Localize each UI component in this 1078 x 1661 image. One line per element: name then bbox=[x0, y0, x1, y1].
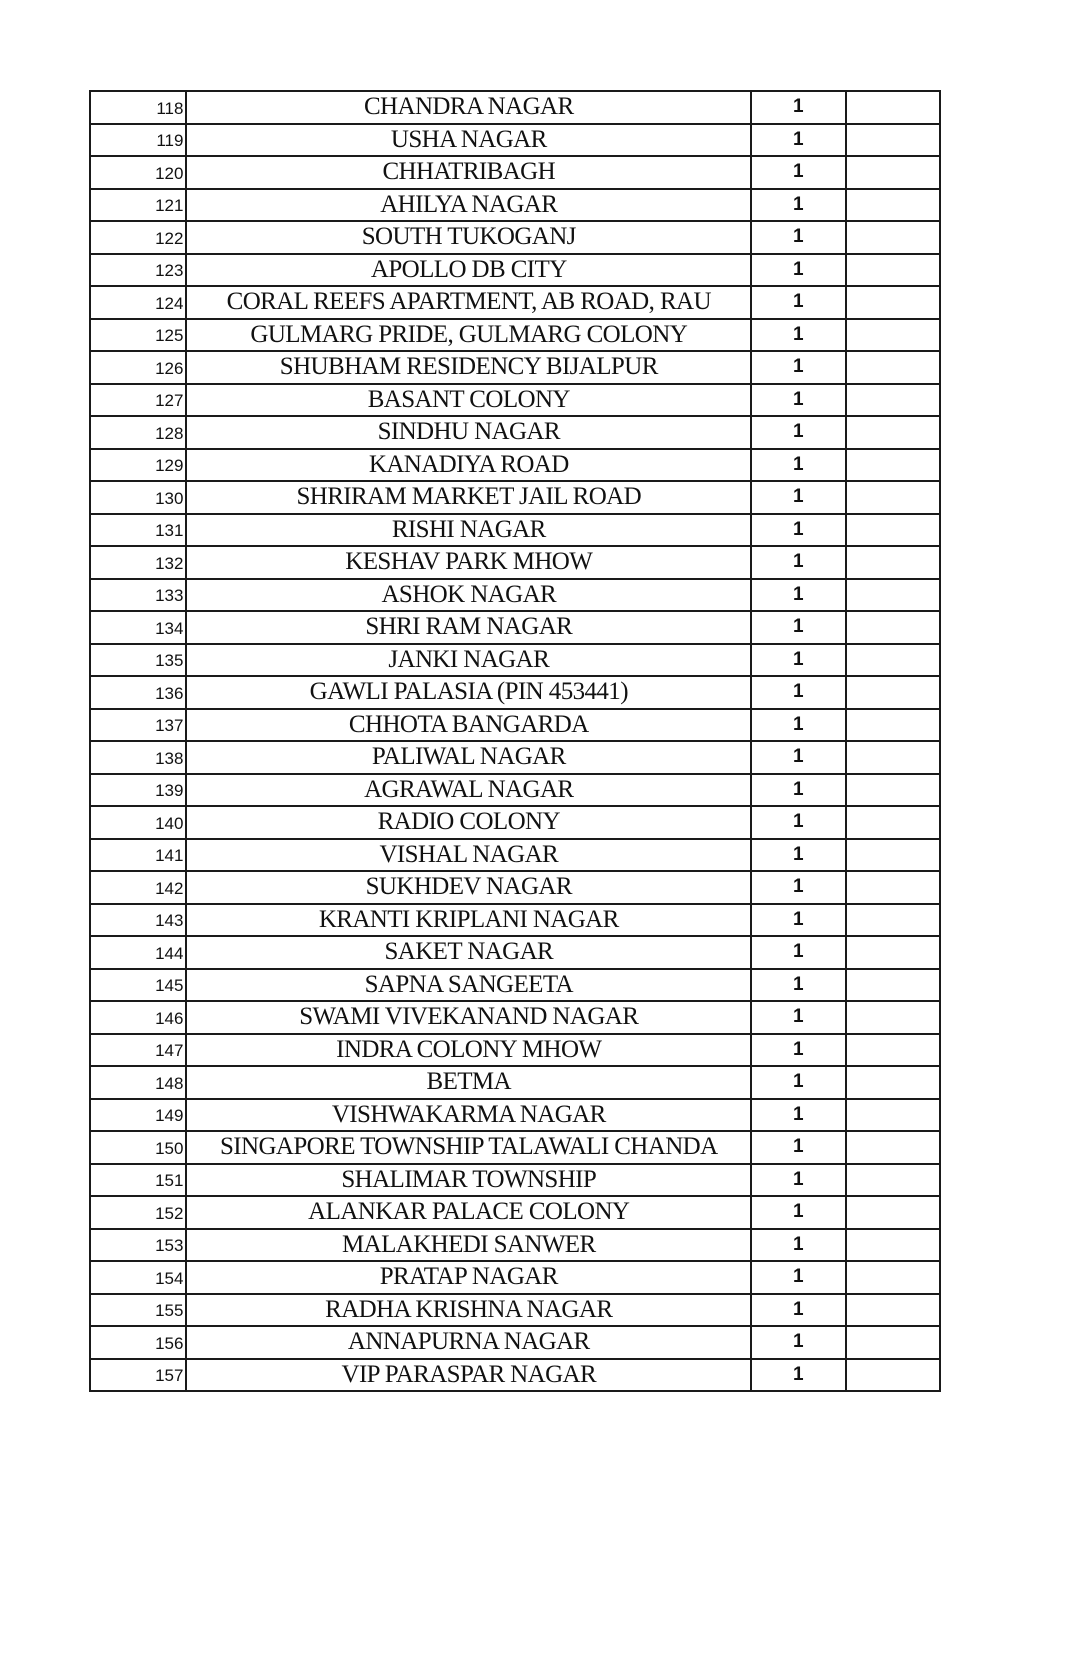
table-row bbox=[90, 579, 940, 612]
table-row bbox=[90, 546, 940, 579]
table-row bbox=[90, 254, 940, 287]
serial-number-cell: 141 bbox=[90, 839, 186, 872]
location-name-cell: ALANKAR PALACE COLONY bbox=[186, 1196, 751, 1229]
count-cell: 1 bbox=[751, 839, 845, 872]
serial-number-cell: 127 bbox=[90, 384, 186, 417]
count-cell: 1 bbox=[751, 254, 845, 287]
serial-number-cell: 128 bbox=[90, 416, 186, 449]
serial-number-cell: 124 bbox=[90, 286, 186, 319]
table-row bbox=[90, 741, 940, 774]
empty-cell bbox=[846, 644, 940, 677]
count-cell: 1 bbox=[751, 741, 845, 774]
table-row bbox=[90, 1196, 940, 1229]
count-cell: 1 bbox=[751, 1294, 845, 1327]
serial-number-cell: 142 bbox=[90, 871, 186, 904]
empty-cell bbox=[846, 806, 940, 839]
location-name-cell: APOLLO DB CITY bbox=[186, 254, 751, 287]
location-name-cell: GULMARG PRIDE, GULMARG COLONY bbox=[186, 319, 751, 352]
location-name-cell: VISHWAKARMA NAGAR bbox=[186, 1099, 751, 1132]
empty-cell bbox=[846, 124, 940, 157]
count-cell: 1 bbox=[751, 221, 845, 254]
serial-number-cell: 148 bbox=[90, 1066, 186, 1099]
table-row bbox=[90, 124, 940, 157]
serial-number-cell: 146 bbox=[90, 1001, 186, 1034]
location-name-cell: KESHAV PARK MHOW bbox=[186, 546, 751, 579]
table-row bbox=[90, 644, 940, 677]
empty-cell bbox=[846, 1034, 940, 1067]
table-row bbox=[90, 384, 940, 417]
count-cell: 1 bbox=[751, 1326, 845, 1359]
empty-cell bbox=[846, 384, 940, 417]
count-cell: 1 bbox=[751, 969, 845, 1002]
table-row bbox=[90, 416, 940, 449]
location-name-cell: SINGAPORE TOWNSHIP TALAWALI CHANDA bbox=[186, 1131, 751, 1164]
count-cell: 1 bbox=[751, 904, 845, 937]
serial-number-cell: 135 bbox=[90, 644, 186, 677]
table-row bbox=[90, 936, 940, 969]
table-row bbox=[90, 351, 940, 384]
empty-cell bbox=[846, 611, 940, 644]
serial-number-cell: 155 bbox=[90, 1294, 186, 1327]
empty-cell bbox=[846, 1196, 940, 1229]
empty-cell bbox=[846, 449, 940, 482]
location-name-cell: BASANT COLONY bbox=[186, 384, 751, 417]
count-cell: 1 bbox=[751, 774, 845, 807]
serial-number-cell: 144 bbox=[90, 936, 186, 969]
serial-number-cell: 130 bbox=[90, 481, 186, 514]
location-name-cell: SHALIMAR TOWNSHIP bbox=[186, 1164, 751, 1197]
serial-number-cell: 138 bbox=[90, 741, 186, 774]
table-row bbox=[90, 676, 940, 709]
empty-cell bbox=[846, 774, 940, 807]
location-name-cell: SUKHDEV NAGAR bbox=[186, 871, 751, 904]
table-row bbox=[90, 1001, 940, 1034]
empty-cell bbox=[846, 1359, 940, 1392]
table-row bbox=[90, 1261, 940, 1294]
count-cell: 1 bbox=[751, 416, 845, 449]
empty-cell bbox=[846, 936, 940, 969]
table-row bbox=[90, 1066, 940, 1099]
table-row bbox=[90, 1294, 940, 1327]
count-cell: 1 bbox=[751, 1066, 845, 1099]
count-cell: 1 bbox=[751, 709, 845, 742]
serial-number-cell: 154 bbox=[90, 1261, 186, 1294]
serial-number-cell: 125 bbox=[90, 319, 186, 352]
count-cell: 1 bbox=[751, 156, 845, 189]
location-name-cell: VIP PARASPAR NAGAR bbox=[186, 1359, 751, 1392]
empty-cell bbox=[846, 254, 940, 287]
table-row bbox=[90, 319, 940, 352]
empty-cell bbox=[846, 286, 940, 319]
location-name-cell: SWAMI VIVEKANAND NAGAR bbox=[186, 1001, 751, 1034]
empty-cell bbox=[846, 1099, 940, 1132]
serial-number-cell: 156 bbox=[90, 1326, 186, 1359]
count-cell: 1 bbox=[751, 936, 845, 969]
serial-number-cell: 122 bbox=[90, 221, 186, 254]
count-cell: 1 bbox=[751, 1229, 845, 1262]
table-row bbox=[90, 1164, 940, 1197]
count-cell: 1 bbox=[751, 351, 845, 384]
location-name-cell: SHRIRAM MARKET JAIL ROAD bbox=[186, 481, 751, 514]
serial-number-cell: 157 bbox=[90, 1359, 186, 1392]
empty-cell bbox=[846, 319, 940, 352]
count-cell: 1 bbox=[751, 189, 845, 222]
count-cell: 1 bbox=[751, 319, 845, 352]
empty-cell bbox=[846, 351, 940, 384]
location-name-cell: INDRA COLONY MHOW bbox=[186, 1034, 751, 1067]
count-cell: 1 bbox=[751, 1164, 845, 1197]
empty-cell bbox=[846, 709, 940, 742]
table-row bbox=[90, 481, 940, 514]
serial-number-cell: 139 bbox=[90, 774, 186, 807]
serial-number-cell: 119 bbox=[90, 124, 186, 157]
serial-number-cell: 132 bbox=[90, 546, 186, 579]
empty-cell bbox=[846, 1001, 940, 1034]
table-row bbox=[90, 709, 940, 742]
serial-number-cell: 136 bbox=[90, 676, 186, 709]
table-row bbox=[90, 286, 940, 319]
location-name-cell: VISHAL NAGAR bbox=[186, 839, 751, 872]
location-name-cell: SINDHU NAGAR bbox=[186, 416, 751, 449]
empty-cell bbox=[846, 1326, 940, 1359]
empty-cell bbox=[846, 676, 940, 709]
serial-number-cell: 152 bbox=[90, 1196, 186, 1229]
location-name-cell: RADHA KRISHNA NAGAR bbox=[186, 1294, 751, 1327]
serial-number-cell: 137 bbox=[90, 709, 186, 742]
location-name-cell: GAWLI PALASIA (PIN 453441) bbox=[186, 676, 751, 709]
location-name-cell: AHILYA NAGAR bbox=[186, 189, 751, 222]
count-cell: 1 bbox=[751, 1196, 845, 1229]
serial-number-cell: 123 bbox=[90, 254, 186, 287]
empty-cell bbox=[846, 1164, 940, 1197]
empty-cell bbox=[846, 839, 940, 872]
table-row bbox=[90, 611, 940, 644]
count-cell: 1 bbox=[751, 611, 845, 644]
location-name-cell: RISHI NAGAR bbox=[186, 514, 751, 547]
location-name-cell: KRANTI KRIPLANI NAGAR bbox=[186, 904, 751, 937]
empty-cell bbox=[846, 969, 940, 1002]
serial-number-cell: 121 bbox=[90, 189, 186, 222]
location-name-cell: CORAL REEFS APARTMENT, AB ROAD, RAU bbox=[186, 286, 751, 319]
location-name-cell: SOUTH TUKOGANJ bbox=[186, 221, 751, 254]
table-row bbox=[90, 449, 940, 482]
count-cell: 1 bbox=[751, 286, 845, 319]
location-name-cell: RADIO COLONY bbox=[186, 806, 751, 839]
location-name-cell: ASHOK NAGAR bbox=[186, 579, 751, 612]
count-cell: 1 bbox=[751, 481, 845, 514]
table-row bbox=[90, 871, 940, 904]
count-cell: 1 bbox=[751, 384, 845, 417]
location-name-cell: JANKI NAGAR bbox=[186, 644, 751, 677]
location-name-cell: SAPNA SANGEETA bbox=[186, 969, 751, 1002]
table-row bbox=[90, 774, 940, 807]
count-cell: 1 bbox=[751, 449, 845, 482]
empty-cell bbox=[846, 416, 940, 449]
empty-cell bbox=[846, 741, 940, 774]
serial-number-cell: 145 bbox=[90, 969, 186, 1002]
empty-cell bbox=[846, 1131, 940, 1164]
empty-cell bbox=[846, 1229, 940, 1262]
table-row bbox=[90, 1099, 940, 1132]
serial-number-cell: 140 bbox=[90, 806, 186, 839]
count-cell: 1 bbox=[751, 1001, 845, 1034]
count-cell: 1 bbox=[751, 806, 845, 839]
table-row bbox=[90, 156, 940, 189]
serial-number-cell: 149 bbox=[90, 1099, 186, 1132]
table-row bbox=[90, 904, 940, 937]
location-name-cell: CHANDRA NAGAR bbox=[186, 91, 751, 124]
location-name-cell: SAKET NAGAR bbox=[186, 936, 751, 969]
table-row bbox=[90, 189, 940, 222]
serial-number-cell: 129 bbox=[90, 449, 186, 482]
empty-cell bbox=[846, 546, 940, 579]
count-cell: 1 bbox=[751, 1099, 845, 1132]
count-cell: 1 bbox=[751, 1034, 845, 1067]
serial-number-cell: 151 bbox=[90, 1164, 186, 1197]
serial-number-cell: 120 bbox=[90, 156, 186, 189]
serial-number-cell: 131 bbox=[90, 514, 186, 547]
table-row bbox=[90, 91, 940, 124]
serial-number-cell: 134 bbox=[90, 611, 186, 644]
location-name-cell: BETMA bbox=[186, 1066, 751, 1099]
table-row bbox=[90, 1326, 940, 1359]
location-name-cell: PALIWAL NAGAR bbox=[186, 741, 751, 774]
count-cell: 1 bbox=[751, 546, 845, 579]
empty-cell bbox=[846, 481, 940, 514]
empty-cell bbox=[846, 579, 940, 612]
location-name-cell: SHUBHAM RESIDENCY BIJALPUR bbox=[186, 351, 751, 384]
table-row bbox=[90, 839, 940, 872]
count-cell: 1 bbox=[751, 871, 845, 904]
location-name-cell: CHHOTA BANGARDA bbox=[186, 709, 751, 742]
table-row bbox=[90, 514, 940, 547]
serial-number-cell: 150 bbox=[90, 1131, 186, 1164]
location-name-cell: AGRAWAL NAGAR bbox=[186, 774, 751, 807]
empty-cell bbox=[846, 156, 940, 189]
empty-cell bbox=[846, 871, 940, 904]
table-body bbox=[90, 91, 940, 1391]
table-row bbox=[90, 806, 940, 839]
count-cell: 1 bbox=[751, 1131, 845, 1164]
location-name-cell: USHA NAGAR bbox=[186, 124, 751, 157]
empty-cell bbox=[846, 1261, 940, 1294]
empty-cell bbox=[846, 91, 940, 124]
location-name-cell: CHHATRIBAGH bbox=[186, 156, 751, 189]
count-cell: 1 bbox=[751, 1359, 845, 1392]
serial-number-cell: 133 bbox=[90, 579, 186, 612]
table-row bbox=[90, 221, 940, 254]
count-cell: 1 bbox=[751, 676, 845, 709]
location-name-cell: SHRI RAM NAGAR bbox=[186, 611, 751, 644]
count-cell: 1 bbox=[751, 644, 845, 677]
empty-cell bbox=[846, 1066, 940, 1099]
table-row bbox=[90, 1034, 940, 1067]
count-cell: 1 bbox=[751, 514, 845, 547]
count-cell: 1 bbox=[751, 124, 845, 157]
empty-cell bbox=[846, 904, 940, 937]
empty-cell bbox=[846, 1294, 940, 1327]
empty-cell bbox=[846, 189, 940, 222]
location-name-cell: PRATAP NAGAR bbox=[186, 1261, 751, 1294]
serial-number-cell: 153 bbox=[90, 1229, 186, 1262]
serial-number-cell: 126 bbox=[90, 351, 186, 384]
locations-table bbox=[89, 90, 941, 1392]
table-row bbox=[90, 1131, 940, 1164]
location-name-cell: KANADIYA ROAD bbox=[186, 449, 751, 482]
table-row bbox=[90, 1359, 940, 1392]
table-row bbox=[90, 969, 940, 1002]
empty-cell bbox=[846, 221, 940, 254]
empty-cell bbox=[846, 514, 940, 547]
serial-number-cell: 118 bbox=[90, 91, 186, 124]
location-name-cell: ANNAPURNA NAGAR bbox=[186, 1326, 751, 1359]
count-cell: 1 bbox=[751, 579, 845, 612]
table-row bbox=[90, 1229, 940, 1262]
serial-number-cell: 147 bbox=[90, 1034, 186, 1067]
serial-number-cell: 143 bbox=[90, 904, 186, 937]
count-cell: 1 bbox=[751, 91, 845, 124]
count-cell: 1 bbox=[751, 1261, 845, 1294]
location-name-cell: MALAKHEDI SANWER bbox=[186, 1229, 751, 1262]
